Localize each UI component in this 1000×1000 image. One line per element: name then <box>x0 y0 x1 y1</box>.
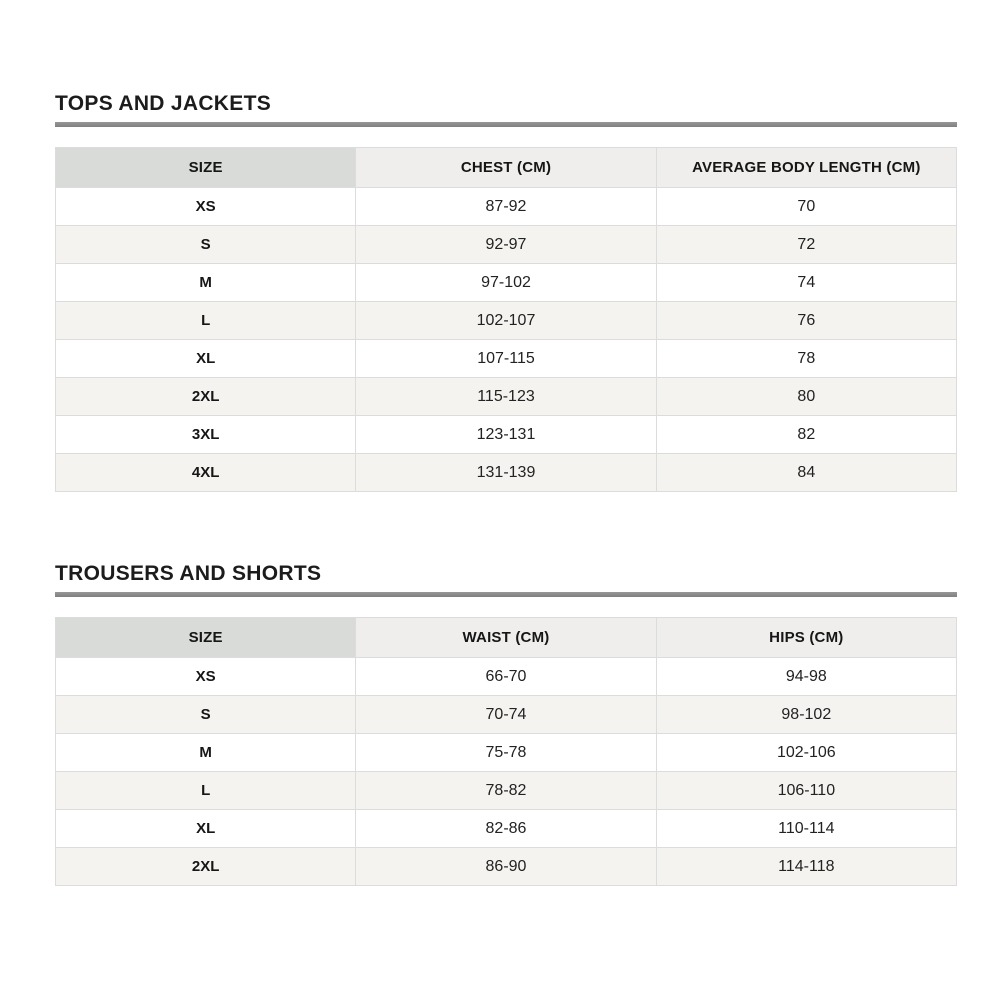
size-cell: L <box>56 302 356 340</box>
value-cell: 123-131 <box>356 416 656 454</box>
table-row <box>56 188 957 226</box>
value-cell: 131-139 <box>356 454 656 492</box>
table-header <box>56 148 957 188</box>
value-cell: 78 <box>656 340 956 378</box>
table-row <box>56 264 957 302</box>
value-cell: 70 <box>656 188 956 226</box>
size-cell: S <box>56 226 356 264</box>
section-divider <box>55 122 957 127</box>
column-header-measurement: AVERAGE BODY LENGTH (CM) <box>656 148 956 188</box>
column-header-size: SIZE <box>56 148 356 188</box>
value-cell: 102-107 <box>356 302 656 340</box>
value-cell: 82 <box>656 416 956 454</box>
table-row <box>56 226 957 264</box>
column-header-size: SIZE <box>56 618 356 658</box>
trousers-and-shorts-table <box>55 617 957 886</box>
value-cell: 86-90 <box>356 848 656 886</box>
size-cell: M <box>56 734 356 772</box>
value-cell: 94-98 <box>656 658 956 696</box>
table-row <box>56 378 957 416</box>
value-cell: 66-70 <box>356 658 656 696</box>
section-title-trousers-and-shorts: TROUSERS AND SHORTS <box>55 562 322 586</box>
trousers-and-shorts-section <box>55 562 957 886</box>
value-cell: 72 <box>656 226 956 264</box>
size-cell: 2XL <box>56 848 356 886</box>
value-cell: 107-115 <box>356 340 656 378</box>
column-header-measurement: WAIST (CM) <box>356 618 656 658</box>
value-cell: 75-78 <box>356 734 656 772</box>
value-cell: 70-74 <box>356 696 656 734</box>
size-cell: 2XL <box>56 378 356 416</box>
tops-and-jackets-section <box>55 92 957 492</box>
value-cell: 84 <box>656 454 956 492</box>
size-cell: S <box>56 696 356 734</box>
value-cell: 76 <box>656 302 956 340</box>
section-divider <box>55 592 957 597</box>
size-cell: XS <box>56 188 356 226</box>
value-cell: 114-118 <box>656 848 956 886</box>
value-cell: 98-102 <box>656 696 956 734</box>
tops-and-jackets-table <box>55 147 957 492</box>
table-row <box>56 848 957 886</box>
table-row <box>56 734 957 772</box>
value-cell: 110-114 <box>656 810 956 848</box>
value-cell: 97-102 <box>356 264 656 302</box>
value-cell: 102-106 <box>656 734 956 772</box>
value-cell: 80 <box>656 378 956 416</box>
table-row <box>56 302 957 340</box>
size-cell: 3XL <box>56 416 356 454</box>
table-body <box>56 188 957 492</box>
table-row <box>56 810 957 848</box>
header-row <box>56 148 957 188</box>
value-cell: 115-123 <box>356 378 656 416</box>
table-row <box>56 696 957 734</box>
header-row <box>56 618 957 658</box>
value-cell: 78-82 <box>356 772 656 810</box>
section-title-tops-and-jackets: TOPS AND JACKETS <box>55 92 271 115</box>
table-body <box>56 658 957 886</box>
table-row <box>56 772 957 810</box>
table-row <box>56 340 957 378</box>
value-cell: 74 <box>656 264 956 302</box>
value-cell: 82-86 <box>356 810 656 848</box>
table-row <box>56 454 957 492</box>
column-header-measurement: HIPS (CM) <box>656 618 956 658</box>
column-header-measurement: CHEST (CM) <box>356 148 656 188</box>
size-cell: 4XL <box>56 454 356 492</box>
size-cell: XS <box>56 658 356 696</box>
value-cell: 87-92 <box>356 188 656 226</box>
size-cell: M <box>56 264 356 302</box>
size-cell: XL <box>56 340 356 378</box>
table-header <box>56 618 957 658</box>
value-cell: 106-110 <box>656 772 956 810</box>
table-row <box>56 658 957 696</box>
table-row <box>56 416 957 454</box>
value-cell: 92-97 <box>356 226 656 264</box>
size-cell: XL <box>56 810 356 848</box>
size-cell: L <box>56 772 356 810</box>
